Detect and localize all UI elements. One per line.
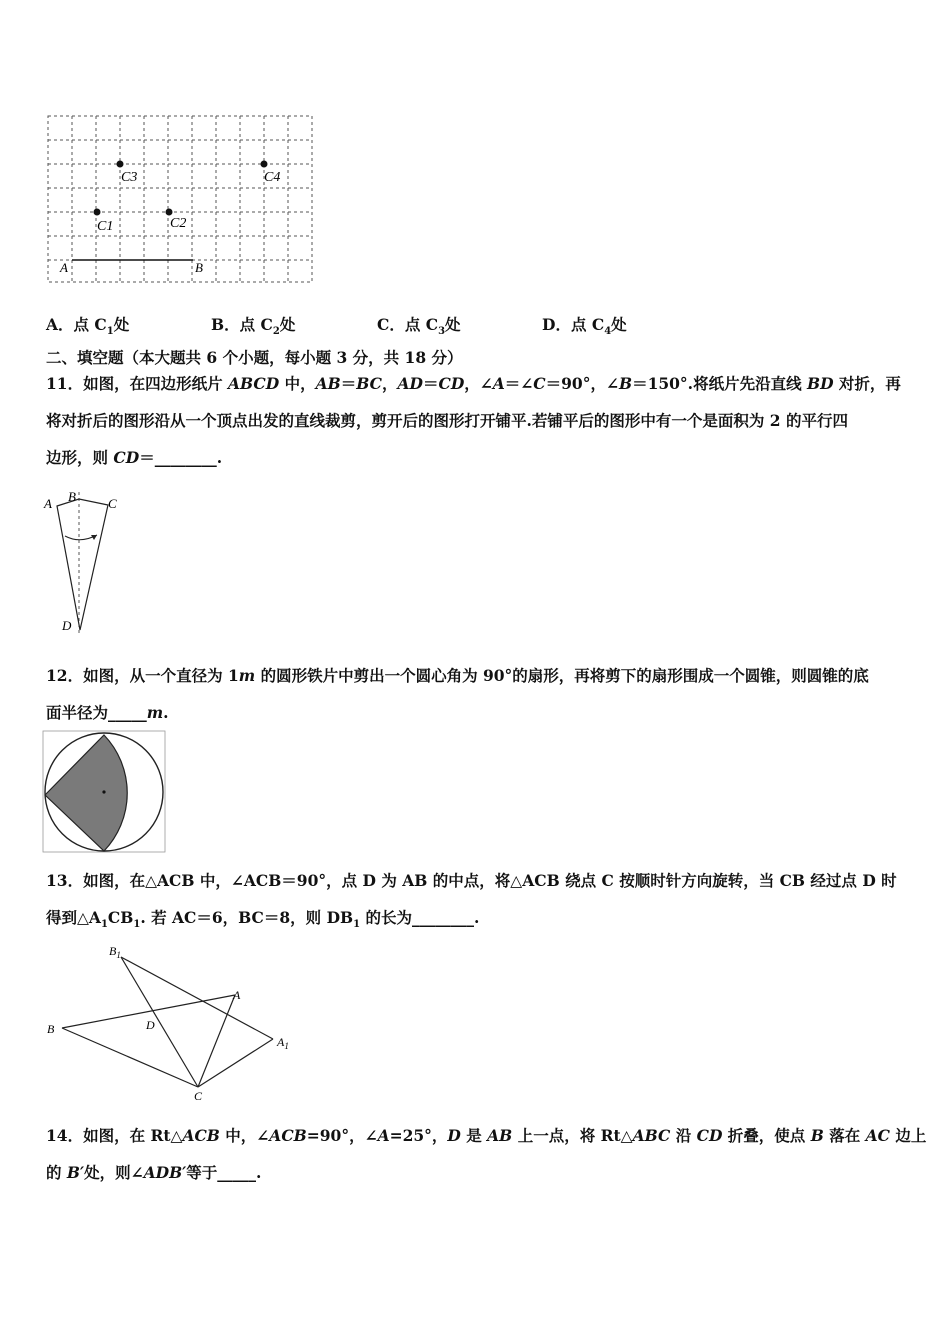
point-c4 — [261, 161, 268, 168]
q13-line1: 13．如图，在△ACB 中，∠ACB＝90°，点 D 为 AB 的中点，将△ACB 绕点 C 按顺时针方向旋转，当 CB 经过点 D 时 — [46, 871, 897, 890]
label-a: A — [60, 260, 68, 275]
option-a[interactable]: A．点 $C_1$处 — [46, 315, 130, 338]
q13-label-d: D — [146, 1018, 155, 1032]
q11-label-c: C — [108, 496, 117, 511]
q12-figure — [42, 730, 168, 854]
q11-line1: 11．如图，在四边形纸片 ABCD 中，AB＝BC，AD＝CD，∠A＝∠C＝90°，∠B＝150°.将纸片先沿直线 BD 对折，再 — [46, 374, 901, 393]
q11-label-d: D — [62, 618, 72, 633]
q11-line3: 边形，则 CD＝________. — [46, 448, 223, 467]
q11-line2: 将对折后的图形沿从一个顶点出发的直线裁剪，剪开后的图形打开铺平.若铺平后的图形中有一个是面积为 2 的平行四 — [46, 411, 848, 430]
section-heading: 二、填空题（本大题共 6 个小题，每小题 3 分，共 18 分） — [46, 348, 463, 367]
option-b[interactable]: B．点 $C_2$处 — [211, 315, 296, 338]
q11-label-b: B — [68, 489, 76, 504]
q13-label-b1: $B_1$ — [109, 944, 121, 960]
q14-line1: 14．如图，在 Rt△ACB 中，∠ACB=90°，∠A=25°，D 是 AB 上一点，将 Rt△ABC 沿 CD 折叠，使点 B 落在 AC 边上 — [46, 1126, 927, 1145]
q11-label-a: A — [44, 496, 52, 511]
label-c4: C4 — [264, 170, 281, 185]
label-b: B — [195, 260, 203, 275]
option-d[interactable]: D．点 $C_4$处 — [542, 315, 627, 338]
q12-line2: 面半径为_____m. — [46, 703, 169, 722]
label-c2: C2 — [170, 216, 187, 231]
option-c[interactable]: C．点 $C_3$处 — [377, 315, 461, 338]
point-c3 — [117, 161, 124, 168]
q10-grid-figure — [45, 112, 317, 286]
point-c2 — [166, 209, 173, 216]
q13-line2: 得到$\triangle A_1CB_1$. 若 AC＝6，BC＝8，则 $DB_1$ 的长为________. — [46, 908, 480, 931]
q13-label-c: C — [194, 1089, 203, 1103]
point-c1 — [94, 209, 101, 216]
label-c1: C1 — [97, 219, 114, 234]
label-c3: C3 — [121, 170, 138, 185]
q13-figure — [40, 940, 300, 1105]
q13-label-a1: $A_1$ — [277, 1035, 289, 1051]
q11-figure — [40, 486, 130, 638]
q13-label-a: A — [233, 988, 241, 1002]
q14-line2: 的 B′处，则∠ADB′等于_____. — [46, 1163, 262, 1182]
q13-label-b: B — [47, 1022, 55, 1036]
q12-line1: 12．如图，从一个直径为 1m 的圆形铁片中剪出一个圆心角为 90°的扇形，再将剪下的扇形围成一个圆锥，则圆锥的底 — [46, 666, 869, 685]
